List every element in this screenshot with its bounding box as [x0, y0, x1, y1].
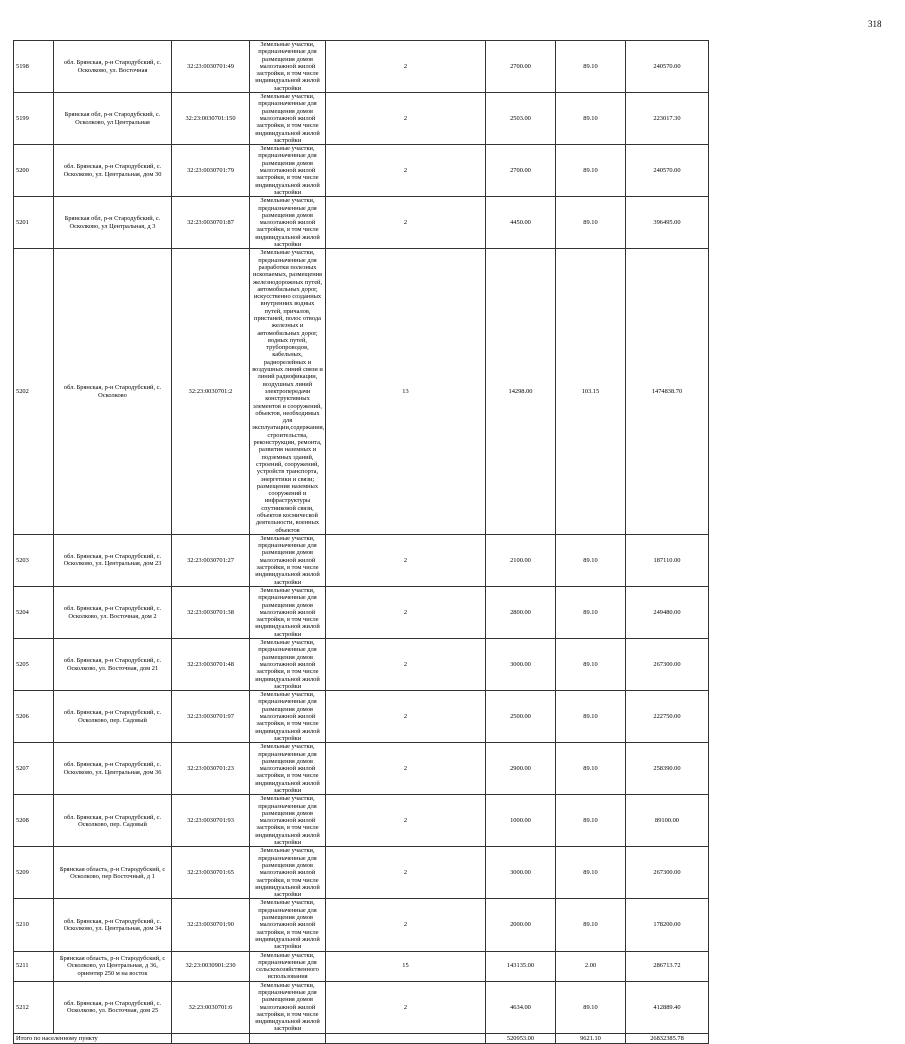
area-cell: 2800.00: [486, 586, 556, 638]
land-use-cell: Земельные участки, предназначенные для размещения домов малоэтажной жилой застройки, в том числе индивидуальной жилой застройки: [250, 639, 326, 691]
empty-cell: [172, 1033, 250, 1043]
group-cell: 2: [326, 93, 486, 145]
total-area-cell: 520953.00: [486, 1033, 556, 1043]
cadastral-value-table: [13, 40, 891, 1044]
cadastral-number-cell: 32:23:0030701:65: [172, 847, 250, 899]
land-use-cell: Земельные участки, предназначенные для размещения домов малоэтажной жилой застройки, в том числе индивидуальной жилой застройки: [250, 93, 326, 145]
area-cell: 2500.00: [486, 691, 556, 743]
cadastral-number-cell: 32:23:0030701:79: [172, 145, 250, 197]
area-cell: 3000.00: [486, 639, 556, 691]
address-cell: Брянская область, р-н Стародубский, с Осколково, пер Восточный, д 1: [54, 847, 172, 899]
cadastral-number-cell: 32:23:0030701:150: [172, 93, 250, 145]
area-cell: 2100.00: [486, 534, 556, 586]
row-number-cell: 5201: [14, 197, 54, 249]
cadastral-value-cell: 240570.00: [626, 41, 709, 93]
table-row: [14, 93, 891, 145]
group-cell: 2: [326, 847, 486, 899]
area-cell: 1000.00: [486, 795, 556, 847]
group-cell: 2: [326, 197, 486, 249]
row-number-cell: 5205: [14, 639, 54, 691]
address-cell: обл. Брянская, р-н Стародубский, с. Осколково: [54, 249, 172, 535]
page-number: 318: [868, 19, 882, 29]
unit-price-cell: 89.10: [556, 795, 626, 847]
unit-price-cell: 89.10: [556, 743, 626, 795]
area-cell: 3000.00: [486, 847, 556, 899]
land-use-cell: Земельные участки, предназначенные для размещения домов малоэтажной жилой застройки, в том числе индивидуальной жилой застройки: [250, 41, 326, 93]
group-cell: 2: [326, 691, 486, 743]
address-cell: обл. Брянская, р-н Стародубский, с. Осколково, ул. Восточная, дом 21: [54, 639, 172, 691]
land-use-cell: Земельные участки, предназначенные для размещения домов малоэтажной жилой застройки, в том числе индивидуальной жилой застройки: [250, 795, 326, 847]
cadastral-number-cell: 32:23:0030701:6: [172, 981, 250, 1033]
cadastral-value-cell: 267300.00: [626, 639, 709, 691]
empty-cell: [250, 1033, 326, 1043]
table-row: [14, 197, 891, 249]
unit-price-cell: 89.10: [556, 981, 626, 1033]
row-number-cell: 5211: [14, 951, 54, 981]
address-cell: Брянская область, р-н Стародубский, с Осколково, ул Центральная, д 36, ориентир 250 м на восток: [54, 951, 172, 981]
table-row: [14, 145, 891, 197]
table-row: [14, 41, 891, 93]
cadastral-number-cell: 32:23:0030701:2: [172, 249, 250, 535]
address-cell: Брянская обл, р-н Стародубский, с. Осколково, ул Центральная: [54, 93, 172, 145]
land-use-cell: Земельные участки, предназначенные для размещения домов малоэтажной жилой застройки, в том числе индивидуальной жилой застройки: [250, 145, 326, 197]
unit-price-cell: 89.10: [556, 41, 626, 93]
row-number-cell: 5204: [14, 586, 54, 638]
unit-price-cell: 89.10: [556, 534, 626, 586]
area-cell: 2900.00: [486, 743, 556, 795]
row-number-cell: 5208: [14, 795, 54, 847]
unit-price-cell: 103.15: [556, 249, 626, 535]
group-cell: 2: [326, 41, 486, 93]
address-cell: обл. Брянская, р-н Стародубский, с. Осколково, ул. Восточная, дом 2: [54, 586, 172, 638]
table-row: [14, 249, 891, 535]
land-use-cell: Земельные участки, предназначенные для разработки полезных ископаемых, размещения железнодорожных путей, автомобильных дорог, искусственно созданных внутренних водных путей, причалов, пристаней, полос отвода железных и автомобильных дорог, водных путей, трубопроводов, кабельных, радиорелейных и воздушных линий связи и линий радиофикации, воздушных линий электропередачи конструктивных элементов и сооружений, объектов, необходимых для эксплуатации,содержания, строительства, реконструкции, ремонта, развития наземных и подземных зданий, строений, сооружений, устройств транспорта, энергетики и связи; размещения наземных сооружений и инфраструктуры спутниковой связи, объектов космической деятельности, военных объектов: [250, 249, 326, 535]
cadastral-value-cell: 396495.00: [626, 197, 709, 249]
land-use-cell: Земельные участки, предназначенные для размещения домов малоэтажной жилой застройки, в том числе индивидуальной жилой застройки: [250, 847, 326, 899]
cadastral-number-cell: 32:23:0030701:97: [172, 691, 250, 743]
cadastral-number-cell: 32:23:0030701:90: [172, 899, 250, 951]
row-number-cell: 5202: [14, 249, 54, 535]
table-row: [14, 951, 891, 981]
unit-price-cell: 89.10: [556, 197, 626, 249]
table-row: [14, 899, 891, 951]
empty-cell: [326, 1033, 486, 1043]
table-row: [14, 691, 891, 743]
cadastral-value-cell: 223017.30: [626, 93, 709, 145]
table-row: [14, 586, 891, 638]
area-cell: 2700.00: [486, 145, 556, 197]
cadastral-number-cell: 32:23:0030701:93: [172, 795, 250, 847]
cadastral-number-cell: 32:23:0030701:38: [172, 586, 250, 638]
group-cell: 2: [326, 981, 486, 1033]
row-number-cell: 5200: [14, 145, 54, 197]
row-number-cell: 5209: [14, 847, 54, 899]
table-row: [14, 795, 891, 847]
table-row: [14, 981, 891, 1033]
land-use-cell: Земельные участки, предназначенные для размещения домов малоэтажной жилой застройки, в том числе индивидуальной жилой застройки: [250, 743, 326, 795]
cadastral-number-cell: 32:23:0030701:27: [172, 534, 250, 586]
group-cell: 2: [326, 899, 486, 951]
group-cell: 2: [326, 639, 486, 691]
unit-price-cell: 89.10: [556, 586, 626, 638]
total-label-cell: Итого по населенному пункту: [14, 1033, 172, 1043]
cadastral-value-cell: 89100.00: [626, 795, 709, 847]
cadastral-value-cell: 286713.72: [626, 951, 709, 981]
total-row: [14, 1033, 891, 1043]
cadastral-value-cell: 1474838.70: [626, 249, 709, 535]
cadastral-value-cell: 222750.00: [626, 691, 709, 743]
cadastral-number-cell: 32:23:0030901:230: [172, 951, 250, 981]
address-cell: Брянская обл, р-н Стародубский, с. Осколково, ул Центральная, д 3: [54, 197, 172, 249]
cadastral-number-cell: 32:23:0030701:87: [172, 197, 250, 249]
row-number-cell: 5198: [14, 41, 54, 93]
area-cell: 2503.00: [486, 93, 556, 145]
group-cell: 2: [326, 534, 486, 586]
address-cell: обл. Брянская, р-н Стародубский, с. Осколково, ул. Восточная, дом 25: [54, 981, 172, 1033]
land-use-cell: Земельные участки, предназначенные для размещения домов малоэтажной жилой застройки, в том числе индивидуальной жилой застройки: [250, 586, 326, 638]
group-cell: 2: [326, 743, 486, 795]
cadastral-value-cell: 178200.00: [626, 899, 709, 951]
table-row: [14, 743, 891, 795]
table-body: [14, 41, 891, 1044]
cadastral-value-cell: 187110.00: [626, 534, 709, 586]
address-cell: обл. Брянская, р-н Стародубский, с. Осколково, ул. Центральная, дом 34: [54, 899, 172, 951]
area-cell: 4634.00: [486, 981, 556, 1033]
unit-price-cell: 89.10: [556, 899, 626, 951]
unit-price-cell: 89.10: [556, 639, 626, 691]
cadastral-number-cell: 32:23:0030701:49: [172, 41, 250, 93]
row-number-cell: 5203: [14, 534, 54, 586]
unit-price-cell: 89.10: [556, 847, 626, 899]
cadastral-value-cell: 249480.00: [626, 586, 709, 638]
row-number-cell: 5207: [14, 743, 54, 795]
row-number-cell: 5210: [14, 899, 54, 951]
group-cell: 15: [326, 951, 486, 981]
cadastral-value-cell: 267300.00: [626, 847, 709, 899]
cadastral-value-cell: 240570.00: [626, 145, 709, 197]
table-row: [14, 639, 891, 691]
land-use-cell: Земельные участки, предназначенные для размещения домов малоэтажной жилой застройки, в том числе индивидуальной жилой застройки: [250, 981, 326, 1033]
cadastral-value-cell: 412889.40: [626, 981, 709, 1033]
address-cell: обл. Брянская, р-н Стародубский, с. Осколково, ул. Центральная, дом 36: [54, 743, 172, 795]
unit-price-cell: 89.10: [556, 93, 626, 145]
area-cell: 14298.00: [486, 249, 556, 535]
address-cell: обл. Брянская, р-н Стародубский, с. Осколково, пер. Садовый: [54, 691, 172, 743]
row-number-cell: 5199: [14, 93, 54, 145]
cadastral-number-cell: 32:23:0030701:23: [172, 743, 250, 795]
address-cell: обл. Брянская, р-н Стародубский, с. Осколково, ул. Центральная, дом 30: [54, 145, 172, 197]
area-cell: 143135.00: [486, 951, 556, 981]
unit-price-cell: 89.10: [556, 145, 626, 197]
total-value-cell: 26832385.78: [626, 1033, 709, 1043]
address-cell: обл. Брянская, р-н Стародубский, с. Осколково, пер. Садовый: [54, 795, 172, 847]
area-cell: 2700.00: [486, 41, 556, 93]
land-use-cell: Земельные участки, предназначенные для размещения домов малоэтажной жилой застройки, в том числе индивидуальной жилой застройки: [250, 691, 326, 743]
table-row: [14, 534, 891, 586]
unit-price-cell: 2.00: [556, 951, 626, 981]
unit-price-cell: 89.10: [556, 691, 626, 743]
land-use-cell: Земельные участки, предназначенные для размещения домов малоэтажной жилой застройки, в том числе индивидуальной жилой застройки: [250, 197, 326, 249]
address-cell: обл. Брянская, р-н Стародубский, с. Осколково, ул. Центральная, дом 23: [54, 534, 172, 586]
area-cell: 2000.00: [486, 899, 556, 951]
address-cell: обл. Брянская, р-н Стародубский, с. Осколково, ул. Восточная: [54, 41, 172, 93]
land-use-cell: Земельные участки, предназначенные для размещения домов малоэтажной жилой застройки, в том числе индивидуальной жилой застройки: [250, 899, 326, 951]
total-price-cell: 9621.10: [556, 1033, 626, 1043]
cadastral-value-cell: 258390.00: [626, 743, 709, 795]
table-row: [14, 847, 891, 899]
area-cell: 4450.00: [486, 197, 556, 249]
land-use-cell: Земельные участки, предназначенные для сельскохозяйственного использования: [250, 951, 326, 981]
row-number-cell: 5206: [14, 691, 54, 743]
group-cell: 2: [326, 145, 486, 197]
land-use-cell: Земельные участки, предназначенные для размещения домов малоэтажной жилой застройки, в том числе индивидуальной жилой застройки: [250, 534, 326, 586]
group-cell: 2: [326, 586, 486, 638]
group-cell: 2: [326, 795, 486, 847]
row-number-cell: 5212: [14, 981, 54, 1033]
group-cell: 13: [326, 249, 486, 535]
cadastral-number-cell: 32:23:0030701:48: [172, 639, 250, 691]
